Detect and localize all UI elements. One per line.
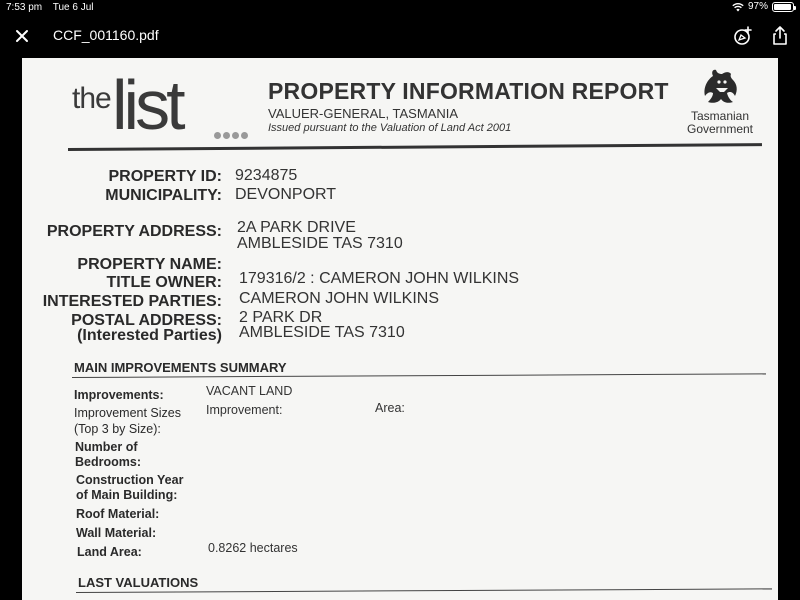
status-date: Tue 6 Jul (52, 2, 94, 13)
tasmanian-government-logo (682, 66, 758, 146)
improvements-section-title: MAIN IMPROVEMENTS SUMMARY (74, 360, 287, 375)
devil-icon (697, 66, 743, 110)
the-list-logo (72, 66, 247, 148)
bedrooms-label-2: Bedrooms: (75, 455, 141, 469)
municipality-label: MUNICIPALITY: (105, 187, 222, 204)
construction-year-label-1: Construction Year (76, 473, 184, 487)
construction-year-label-2: of Main Building: (76, 488, 178, 502)
area-column-header: Area: (375, 401, 405, 415)
battery-fill (774, 4, 791, 10)
markup-button[interactable] (731, 24, 755, 48)
report-subtitle: VALUER-GENERAL, TASMANIA (268, 106, 458, 121)
postal-address-sublabel: (Interested Parties) (77, 327, 222, 344)
status-time: 7:53 pm (6, 2, 43, 13)
postal-address-label: POSTAL ADDRESS: (71, 312, 222, 329)
logo-dots (214, 132, 248, 139)
battery-icon (772, 2, 794, 12)
logo-the: the (72, 82, 111, 115)
status-right (732, 1, 794, 12)
title-owner-label: TITLE OWNER: (106, 274, 222, 291)
battery-percent: 97% (747, 1, 768, 12)
toolbar (0, 16, 800, 56)
wall-material-label: Wall Material: (76, 526, 157, 540)
logo-list: list (112, 66, 182, 144)
improvements-value: VACANT LAND (206, 384, 293, 398)
property-address-line2: AMBLESIDE TAS 7310 (237, 235, 403, 252)
document-title: CCF_001160.pdf (53, 27, 159, 43)
share-icon (768, 24, 792, 48)
improvement-sizes-label-1: Improvement Sizes (74, 406, 181, 420)
markup-icon (731, 24, 755, 48)
property-name-label: PROPERTY NAME: (77, 256, 222, 273)
gov-line-2: Government (686, 122, 754, 136)
improvement-column-header: Improvement: (206, 403, 283, 417)
valuations-section-title: LAST VALUATIONS (78, 575, 199, 590)
interested-parties-value: CAMERON JOHN WILKINS (239, 290, 440, 307)
improvement-sizes-label-2: (Top 3 by Size): (74, 422, 161, 436)
property-id-value: 9234875 (235, 167, 298, 184)
close-button[interactable] (10, 24, 34, 48)
title-owner-value: 179316/2 : CAMERON JOHN WILKINS (239, 270, 520, 287)
gov-line-1: Tasmanian (690, 109, 750, 123)
report-title: PROPERTY INFORMATION REPORT (268, 78, 669, 104)
wifi-icon (732, 2, 744, 12)
share-button[interactable] (768, 24, 792, 48)
postal-address-line2: AMBLESIDE TAS 7310 (239, 324, 405, 341)
property-address-line1: 2A PARK DRIVE (237, 219, 356, 236)
property-id-label: PROPERTY ID: (108, 168, 222, 185)
interested-parties-label: INTERESTED PARTIES: (42, 293, 222, 310)
improvements-label: Improvements: (74, 388, 164, 402)
postal-address-line1: 2 PARK DR (239, 309, 323, 326)
pdf-page[interactable] (22, 58, 778, 600)
land-area-label: Land Area: (77, 545, 142, 559)
land-area-value: 0.8262 hectares (208, 541, 298, 555)
roof-material-label: Roof Material: (76, 507, 160, 521)
municipality-value: DEVONPORT (235, 186, 337, 203)
status-left (6, 2, 102, 13)
bedrooms-label-1: Number of (75, 440, 138, 454)
property-address-label: PROPERTY ADDRESS: (46, 223, 222, 240)
report-issued: Issued pursuant to the Valuation of Land Act 2001 (268, 122, 512, 134)
close-icon (15, 29, 29, 43)
status-bar (0, 0, 800, 16)
